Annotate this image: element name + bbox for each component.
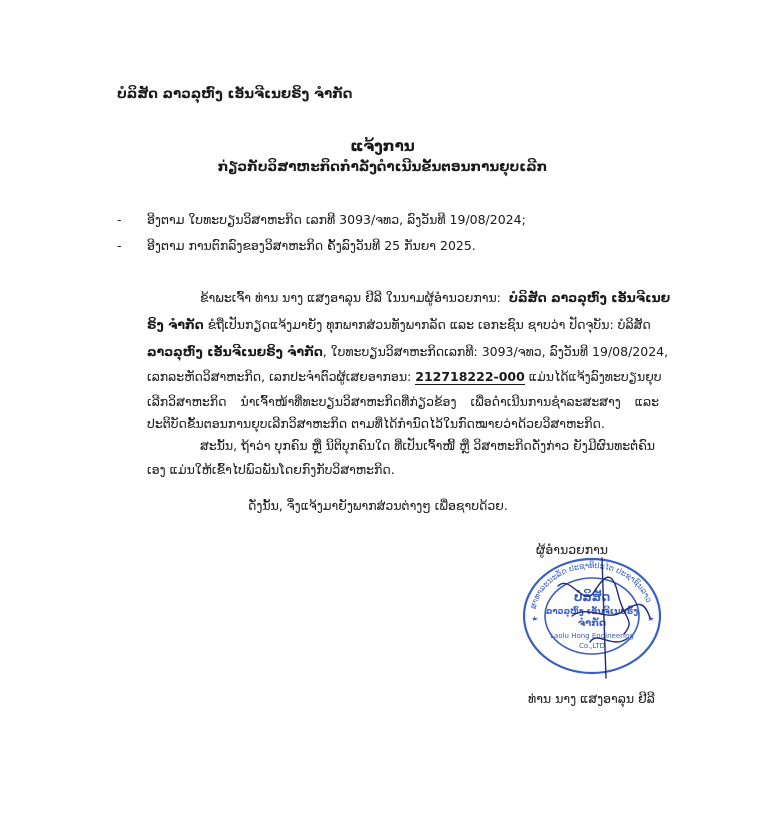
body-line: ເອງ ແມ່ນໃຫ້ເຂົ້າໄປພົວພັນໂດຍກົງກັບວິສາຫະກິດ. [147,462,395,477]
stamp-line-2: ລາວລຸຫົງ ເອັນຈີເນຍຣິງ [545,607,639,617]
reference-item: - ອີງຕາມ ການຕົກລົງຂອງວິສາຫະກິດ ຄັ້ງລົງວັນທີ 25 ກັນຍາ 2025. [117,238,476,253]
company-name-bold: ບໍລິສັດ ລາວລຸຫົງ ເອັນຈີເນຍ [508,290,671,305]
stamp-arc-text: ສາທາລະນະລັດ ປະຊາທິປະໄຕ ປະຊາຊົນລາວ [528,560,654,610]
body-text: ຂໍຖືເປັນກຽດແຈ້ງມາຍັງ ທຸກພາກສ່ວນທັງພາກລັດ ແລະ ເອກະຊົນ ຊາບວ່າ ປັດຈຸບັນ: ບໍລິສັດ [203,317,651,332]
body-line: ເລີກວິສາຫະກິດ ນຳເຈົ້າໜ້າທີ່ທະບຽນວິສາຫະກິດທີ່ກ່ຽວຂ້ອງ ເພື່ອດຳເນີນການຊຳລະສະສາງ ແລະ [147,394,659,409]
stamp-english-name: Laolu Hong Engineering [550,632,634,640]
handwritten-signature [532,538,672,698]
company-header: ບໍລິສັດ ລາວລຸຫົງ ເອັນຈີເນຍຣິງ ຈຳກັດ [117,86,353,102]
body-text: ເລກລະຫັດວິສາຫະກິດ, ເລກປະຈຳຕົວຜູ້ເສຍອາກອນ: [147,369,412,384]
reference-item: - ອີງຕາມ ໃບທະບຽນວິສາຫະກິດ ເລກທີ 3093/ຈທວ, ລົງວັນທີ 19/08/2024; [117,212,526,227]
body-text: ແມ່ນໄດ້ແຈ້ງລົງທະບຽນຍຸບ [528,369,662,384]
closing-line: ດັ່ງນັ້ນ, ຈຶ່ງແຈ້ງມາຍັງພາກສ່ວນຕ່າງໆ ເພື່ອຊາບດ້ວຍ. [248,498,508,513]
stamp-line-1: ບໍລິສັດ [573,590,611,604]
tax-id: 212718222-000 [415,369,525,384]
body-line [147,317,651,332]
company-name-bold: ຣິງ ຈຳກັດ [147,317,204,332]
reference-text: ອີງຕາມ ການຕົກລົງຂອງວິສາຫະກິດ ຄັ້ງລົງວັນທີ 25 ກັນຍາ 2025. [147,238,476,253]
stamp-english-suffix: Co.,LTD [578,642,606,650]
body-line: ສະນັ້ນ, ຖ້າວ່າ ບຸກຄົນ ຫຼື ນິຕິບຸກຄົນໃດ ທີ່ເປັນເຈົ້າໜີ້ ຫຼື ວິສາຫະກິດດັ່ງກ່າວ ຍັງມີຜົນທະຕໍ່ຄົນ [200,438,656,453]
document-subtitle: ກ່ຽວກັບວິສາຫະກິດກຳລັງດຳເນີນຂັ້ນຕອນການຍຸບເລີກ [217,159,548,175]
signer-title: ຜູ້ອຳນວຍການ [536,542,609,557]
body-line [147,344,668,359]
body-text: ຂ້າພະເຈົ້າ ທ່ານ ນາງ ແສງອາລຸນ ຢີລີ ໃນນາມຜູ້ອຳນວຍການ: [200,290,501,305]
document-title: ແຈ້ງການ [350,137,415,155]
signer-name: ທ່ານ ນາງ ແສງອາລຸນ ຢີລີ [528,691,655,706]
stamp-line-3: ຈຳກັດ [577,618,607,629]
body-line [147,369,662,384]
body-line: ປະຕິບັດຂັ້ນຕອນການຍຸບເລີກວິສາຫະກິດ ຕາມທີ່ໄດ້ກຳນົດໄວ້ໃນກົດໝາຍວ່າດ້ວຍວິສາຫະກິດ. [147,416,605,431]
reference-text: ອີງຕາມ ໃບທະບຽນວິສາຫະກິດ ເລກທີ 3093/ຈທວ, ລົງວັນທີ 19/08/2024; [147,212,526,227]
body-text: , ໃບທະບຽນວິສາຫະກິດເລກທີ: 3093/ຈທວ, ລົງວັນທີ 19/08/2024, [322,344,669,359]
body-line [200,290,670,305]
company-name-bold: ລາວລຸຫົງ ເອັນຈີເນຍຣິງ ຈຳກັດ [147,344,323,359]
